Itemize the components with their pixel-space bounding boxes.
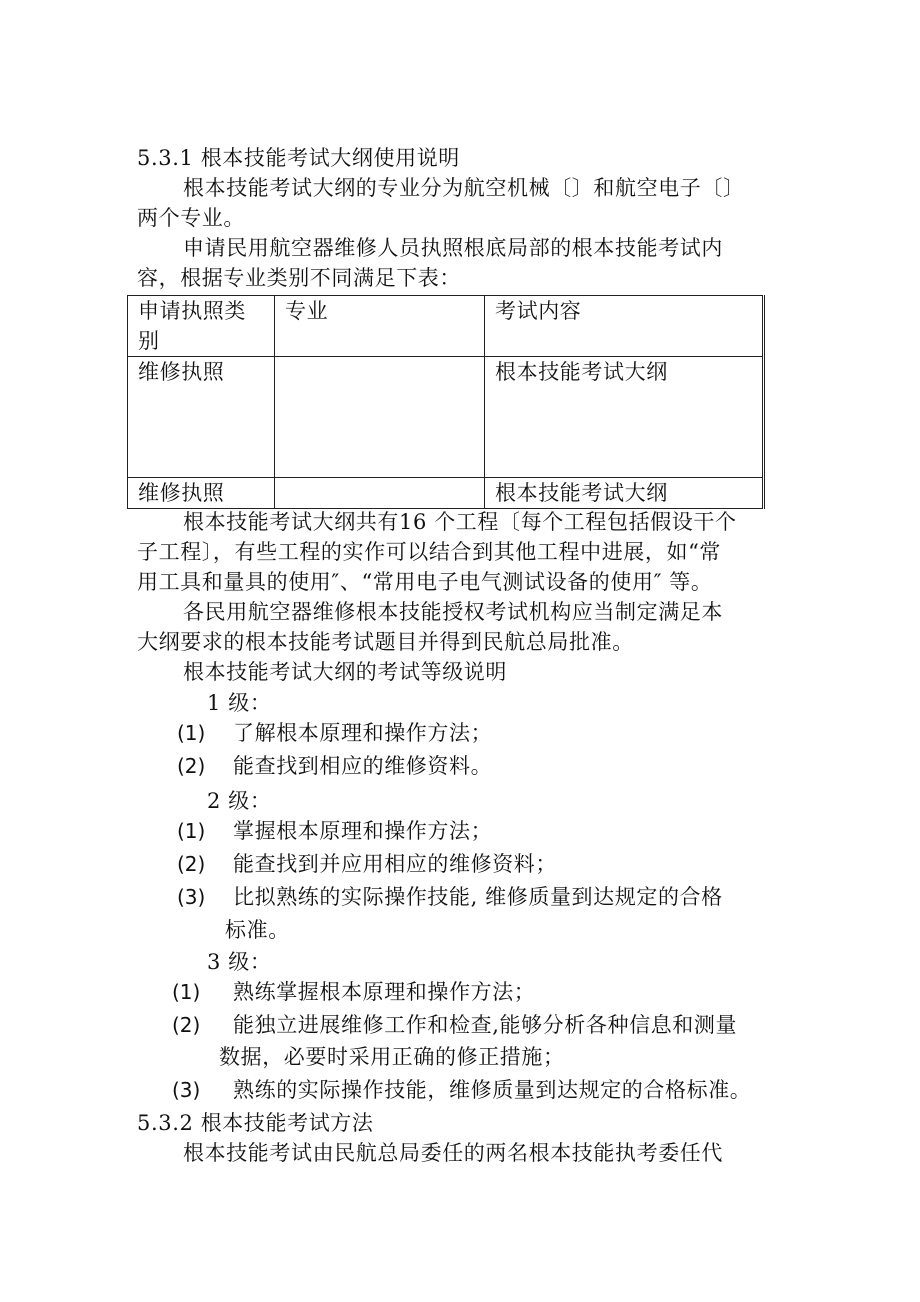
item-number: (2) [177, 852, 206, 876]
table-row [128, 478, 764, 509]
list-item: 能独立进展维修工作和检查,能够分析各种信息和测量 [233, 1013, 738, 1037]
paragraph-line: 根本技能考试大纲的专业分为航空机械〔〕和航空电子〔〕 [183, 176, 745, 200]
cell-major [275, 357, 485, 478]
paragraph-line: 申请民用航空器维修人员执照根底局部的根本技能考试内 [183, 236, 723, 260]
list-item: 能查找到相应的维修资料。 [233, 754, 493, 778]
level-title: 1 级： [207, 691, 272, 715]
table-row [128, 357, 764, 478]
paragraph-line: 容，根据专业类别不同满足下表： [137, 266, 461, 290]
list-item: 掌握根本原理和操作方法； [233, 819, 493, 843]
paragraph-line: 两个专业。 [137, 206, 245, 230]
cell-content: 根本技能考试大纲 [485, 357, 764, 478]
list-item: 熟练的实际操作技能，维修质量到达规定的合格标准。 [233, 1078, 752, 1102]
cell-major [275, 478, 485, 509]
levels-intro: 根本技能考试大纲的考试等级说明 [183, 660, 507, 684]
list-item: 熟练掌握根本原理和操作方法； [233, 980, 536, 1004]
item-number: (3) [177, 885, 206, 909]
table-header-row [128, 296, 764, 357]
item-number: (1) [172, 980, 201, 1004]
list-item: 了解根本原理和操作方法； [233, 721, 493, 745]
header-license-type: 申请执照类别 [128, 296, 275, 357]
section-heading-531: 5.3.1 根本技能考试大纲使用说明 [137, 146, 460, 170]
header-content: 考试内容 [485, 296, 764, 357]
level-title: 2 级： [207, 789, 272, 813]
paragraph-line: 根本技能考试大纲共有16 个工程〔每个工程包括假设干个 [183, 510, 737, 534]
list-item-continuation: 标准。 [225, 918, 290, 942]
list-item-continuation: 数据，必要时采用正确的修正措施； [219, 1045, 565, 1069]
paragraph-line: 子工程〕，有些工程的实作可以结合到其他工程中进展，如“常 [137, 540, 722, 564]
paragraph-line: 各民用航空器维修根本技能授权考试机构应当制定满足本 [183, 600, 723, 624]
list-item: 能查找到并应用相应的维修资料； [233, 852, 557, 876]
item-number: (3) [172, 1078, 201, 1102]
cell-content: 根本技能考试大纲 [485, 478, 764, 509]
section-heading-532: 5.3.2 根本技能考试方法 [137, 1111, 374, 1135]
item-number: (1) [177, 721, 206, 745]
cell-license-type: 维修执照 [128, 478, 275, 509]
header-major: 专业 [275, 296, 485, 357]
paragraph-line: 用工具和量具的使用″、“常用电子电气测试设备的使用″ 等。 [137, 570, 713, 594]
paragraph-line: 根本技能考试由民航总局委任的两名根本技能执考委任代 [183, 1141, 723, 1165]
level-title: 3 级： [207, 950, 272, 974]
list-item: 比拟熟练的实际操作技能, 维修质量到达规定的合格 [233, 885, 723, 909]
paragraph-line: 大纲要求的根本技能考试题目并得到民航总局批准。 [137, 630, 634, 654]
exam-content-table [127, 295, 765, 509]
item-number: (2) [172, 1013, 201, 1037]
item-number: (2) [177, 754, 206, 778]
item-number: (1) [177, 819, 206, 843]
cell-license-type: 维修执照 [128, 357, 275, 478]
